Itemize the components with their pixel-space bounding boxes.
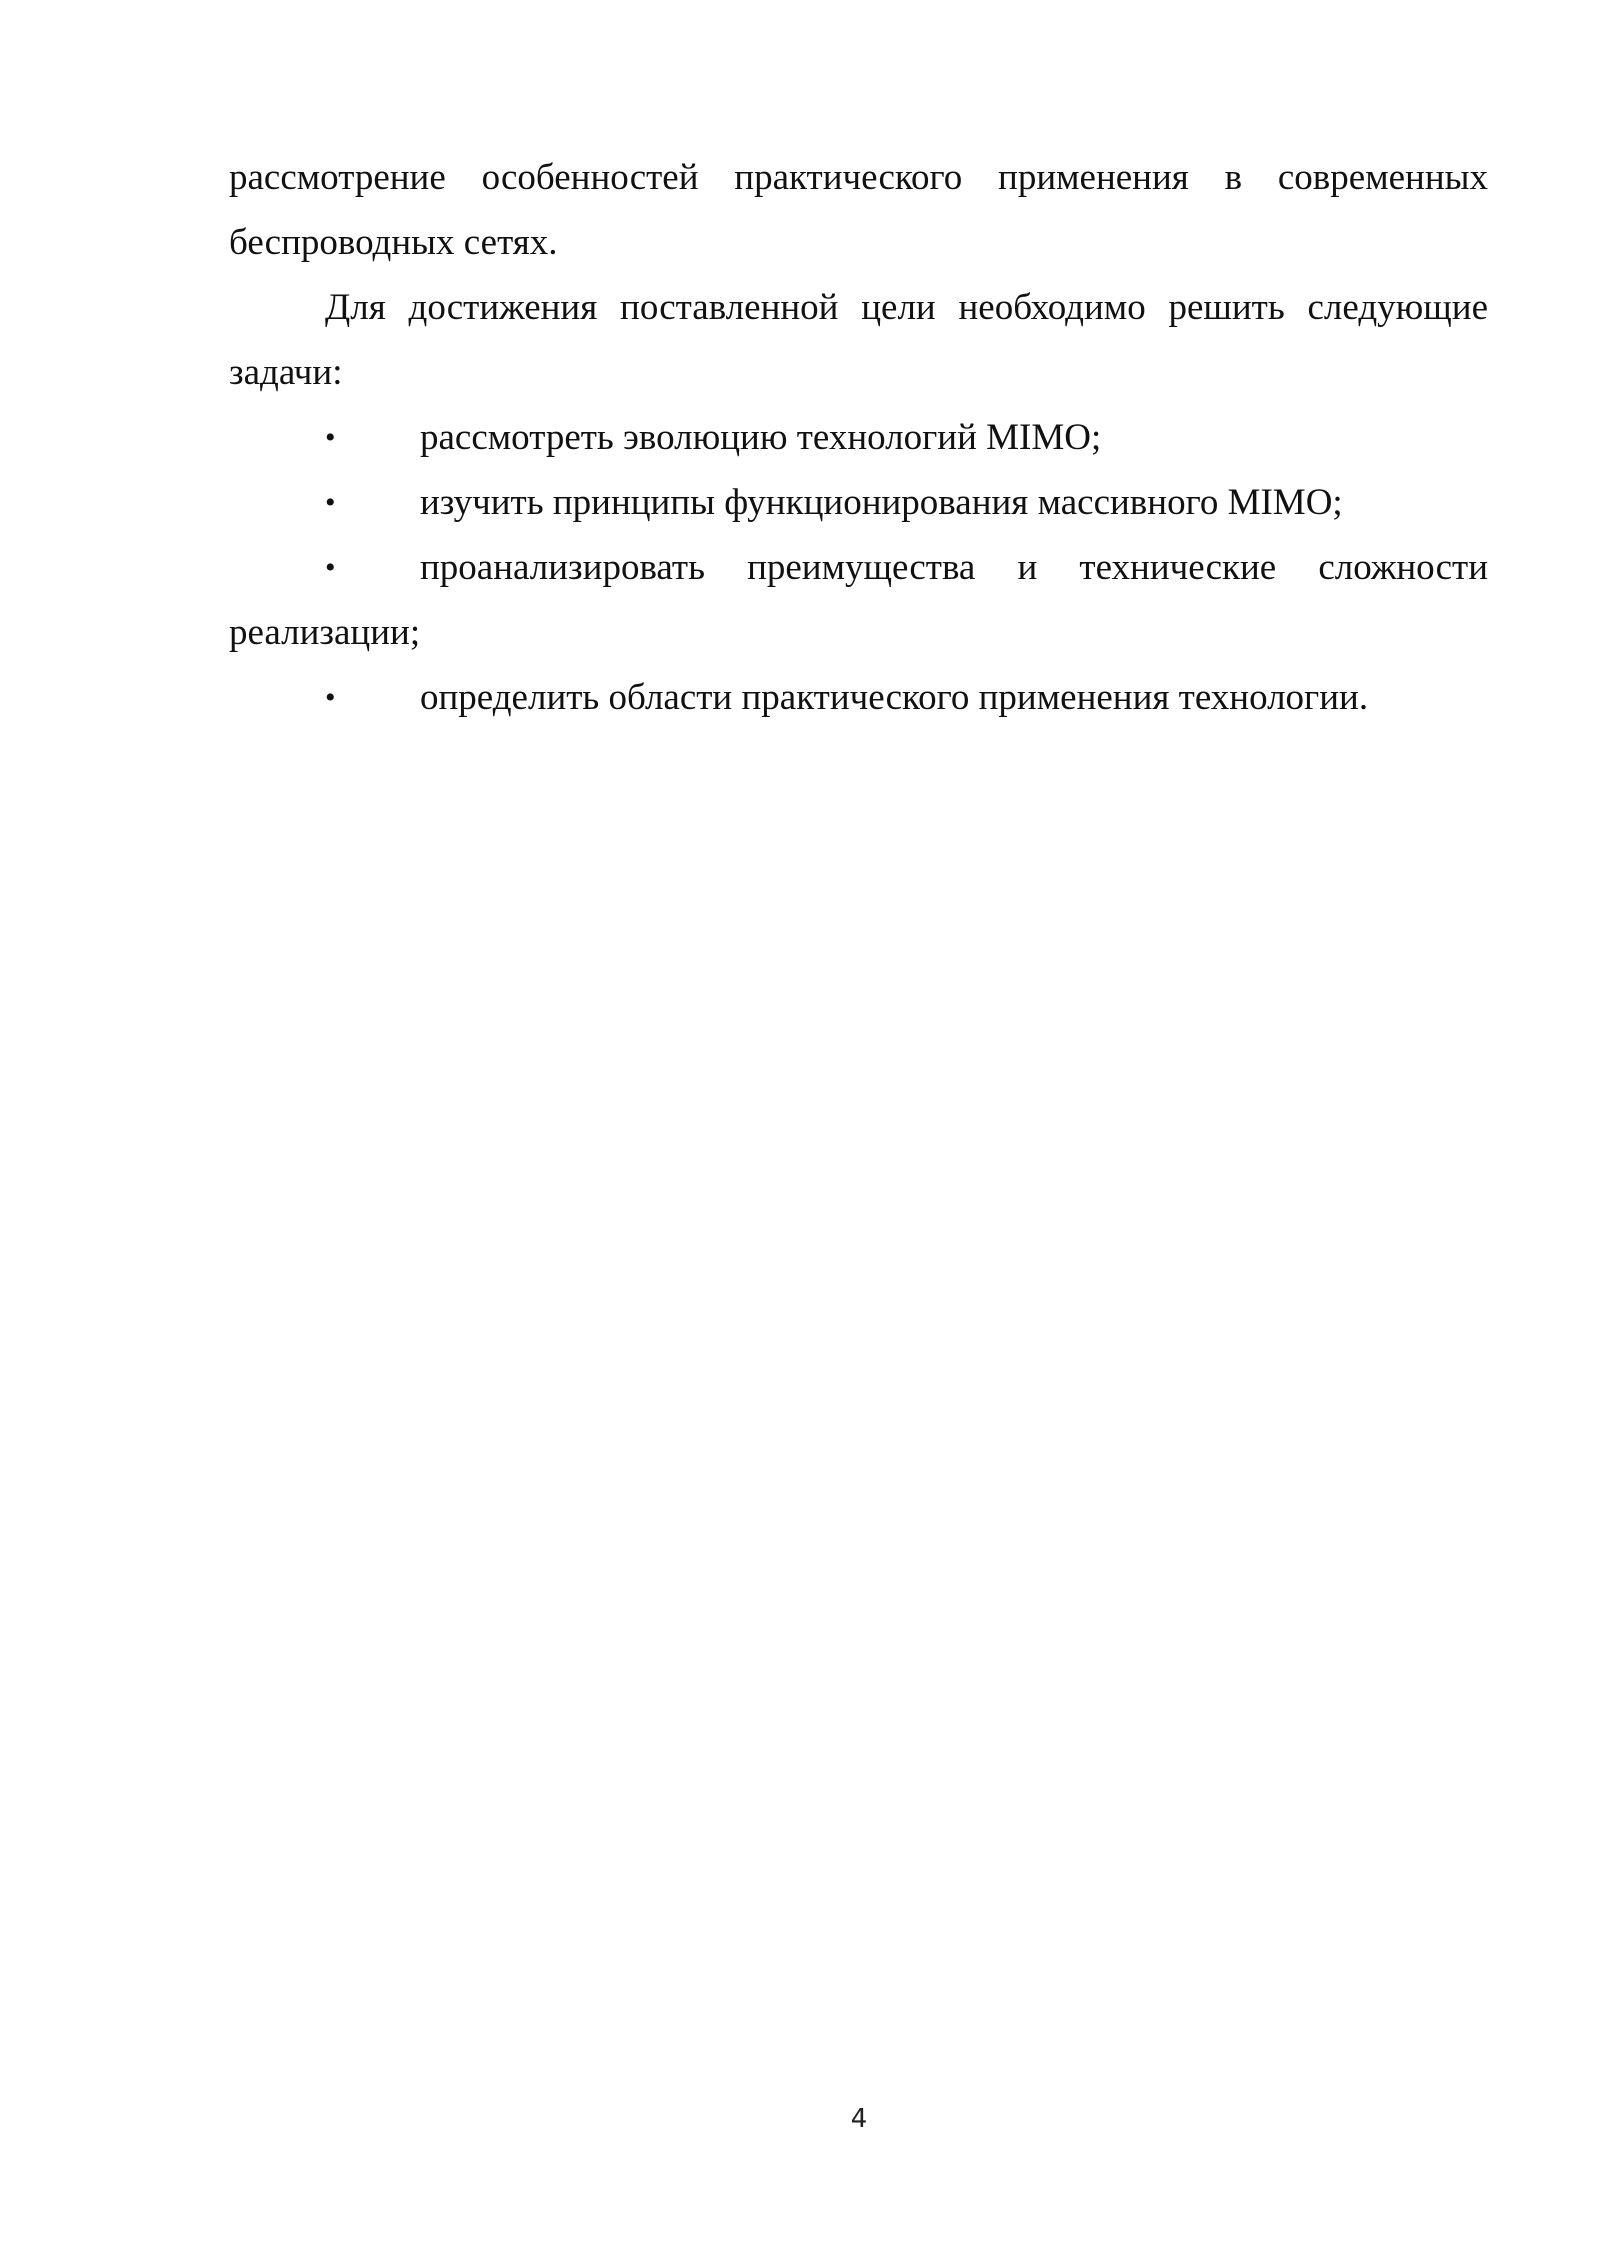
list-item-text: изучить принципы функционирования массивного MIMO;	[420, 482, 1343, 523]
list-item-text: рассмотреть эволюцию технологий MIMO;	[420, 417, 1102, 458]
bullet-icon: •	[325, 421, 336, 454]
bullet-icon: •	[325, 681, 336, 714]
bullet-icon: •	[325, 551, 336, 584]
list-item	[229, 535, 1488, 665]
list-item	[229, 470, 1488, 535]
list-item-text: определить области практического применения технологии.	[420, 677, 1369, 718]
paragraph-goal: Для достижения поставленной цели необходимо решить следующие задачи:	[229, 287, 1488, 393]
bullet-icon: •	[325, 486, 336, 519]
document-body	[229, 145, 1488, 730]
page-number: 4	[850, 2104, 868, 2134]
list-item	[229, 405, 1488, 470]
list-item-text: проанализировать преимущества и технические сложности реализации;	[229, 547, 1488, 653]
paragraph-continuation: рассмотрение особенностей практического применения в современных беспроводных сетях.	[229, 157, 1488, 263]
list-item	[229, 665, 1488, 730]
